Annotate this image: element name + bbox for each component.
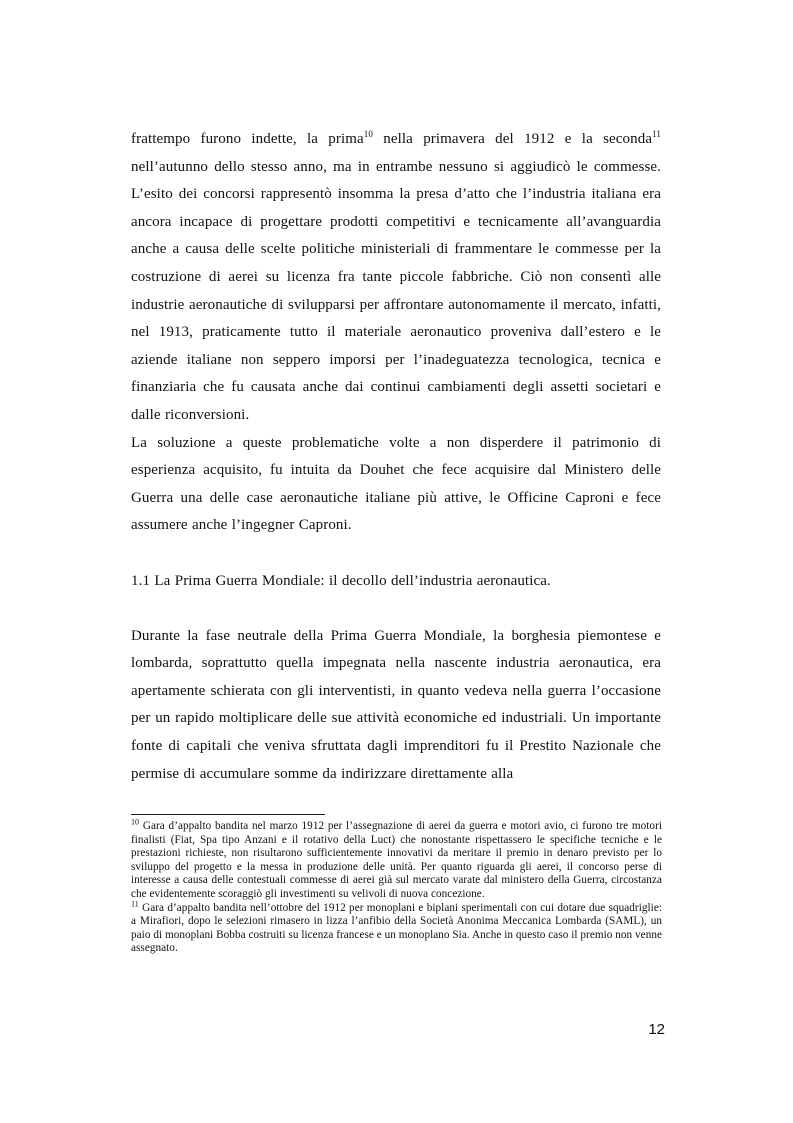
page-number: 12 [648, 1021, 665, 1038]
spacer [131, 595, 661, 623]
paragraph-2: La soluzione a queste problematiche volte a non disperdere il patrimonio di esperienza acquisito, fu intuita da Douhet che fece acquisire dal Ministero delle Guerra una delle case aeronautiche italiane più attive, le Officine Caproni e fece assumere anche l’ingegner Caproni. [131, 434, 661, 534]
paragraph-1-text-a: frattempo furono indette, la prima [131, 131, 364, 147]
body-text [131, 126, 661, 788]
footnote-ref-11[interactable]: 11 [652, 129, 661, 139]
paragraph-1 [131, 126, 661, 430]
footnote-number: 11 [131, 898, 139, 908]
spacer [131, 540, 661, 568]
footnote-11 [131, 898, 662, 956]
paragraph-1-text-c: nell’autunno dello stesso anno, ma in entrambe nessuno si aggiudicò le commesse. L’esito dei concorsi rappresentò insomma la presa d’atto che l’industria italiana era ancora incapace di progettare prodotti competitivi e tecnicamente all’avanguardia anche a causa delle scelte politiche ministeriali di frammentare le commesse per la costruzione di aerei su licenza fra tante piccole fabbriche. Ciò non consentì alle industrie aeronautiche di svilupparsi per affrontare autonomamente il mercato, infatti, nel 1913, praticamente tutto il materiale aeronautico proveniva dall’estero e le aziende italiane non seppero imporsi per l’inadeguatezza tecnologica, tecnica e finanziaria che fu causata anche dai continui cambiamenti degli assetti societari e dalle riconversioni. [131, 158, 661, 423]
footnote-number: 10 [131, 817, 140, 827]
footnote-text: Gara d’appalto bandita nel marzo 1912 per l’assegnazione di aerei da guerra e motori avio, ci furono tre motori finalisti (Fiat, Spa tipo Anzani e il rotativo della Luct) che nonostante rispettassero le specifiche tecniche e le prestazioni richieste, non risultarono sufficientemente innovativi da meritare il premio in denaro previsto per lo sviluppo del progetto e la messa in produzione delle unità. Per quanto riguarda gli aerei, il concorso perse di interesse a causa delle contestuali commesse di aerei già sul mercato varate dal ministero della Guerra, circostanza che evidentemente scoraggiò gli investimenti su velivoli di nuova concezione. [131, 820, 662, 900]
footnote-divider [131, 814, 325, 815]
footnotes [131, 817, 662, 956]
footnote-ref-10[interactable]: 10 [363, 129, 373, 139]
footnote-text: Gara d’appalto bandita nell’ottobre del 1912 per monoplani e biplani sperimentali con cui dotare due squadriglie: a Mirafiori, dopo le selezioni rimasero in lizza l’anfibio della Società Anonima Meccanica Lombarda (SAML), un paio di monoplani Bobba costruiti su licenza francese e un monoplano Sia. Anche in questo caso il premio non venne assegnato. [131, 901, 662, 955]
footnote-10 [131, 817, 662, 902]
paragraph-1-text-b: nella primavera del 1912 e la seconda [373, 131, 653, 147]
section-paragraph: Durante la fase neutrale della Prima Guerra Mondiale, la borghesia piemontese e lombarda, soprattutto quella impegnata nella nascente industria aeronautica, era apertamente schierata con gli interventisti, in quanto vedeva nella guerra l’occasione per un rapido moltiplicare delle sue attività economiche ed industriali. Un importante fonte di capitali che veniva sfruttata dagli imprenditori fu il Prestito Nazionale che permise di accumulare somme da indirizzare direttamente alla [131, 627, 661, 782]
section-heading: 1.1 La Prima Guerra Mondiale: il decollo dell’industria aeronautica. [131, 572, 551, 589]
